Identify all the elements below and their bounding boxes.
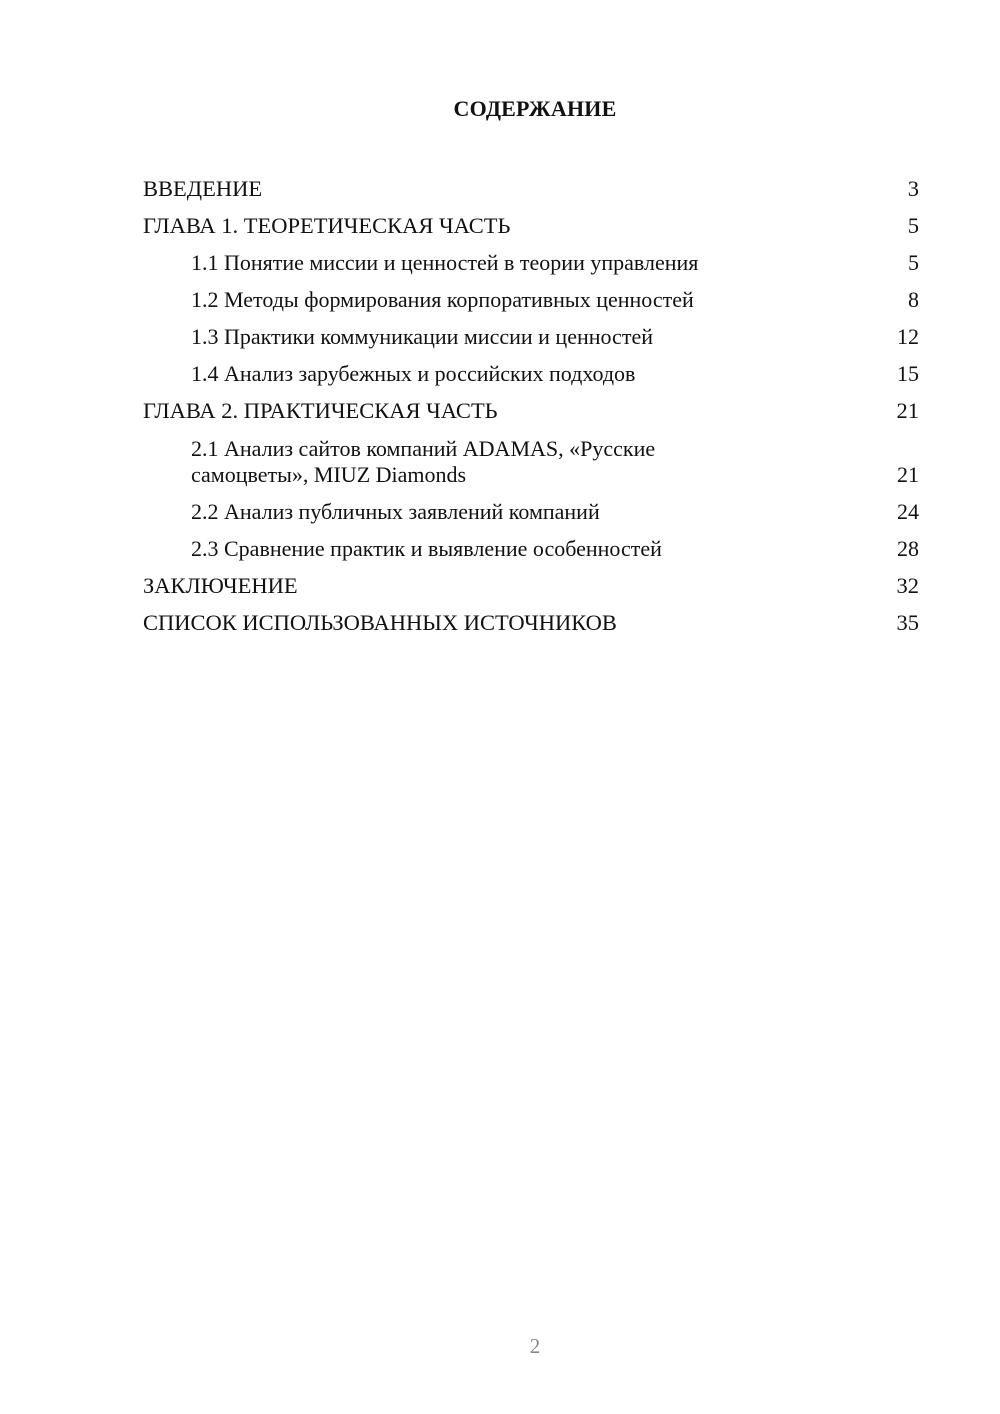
toc-entry-chapter-1[interactable] [143,207,919,244]
toc-entry-label: ВВЕДЕНИЕ [143,175,263,201]
toc-entry-section-1-4[interactable] [143,355,919,392]
toc-entry-label: ЗАКЛЮЧЕНИЕ [143,572,298,598]
document-title: СОДЕРЖАНИЕ [453,96,617,121]
toc-entry-page: 5 [908,249,919,275]
toc-entry-section-2-3[interactable] [143,530,919,567]
toc-entry-page: 28 [897,535,919,561]
page-number: 2 [529,1334,541,1358]
toc-entry-section-2-2[interactable] [143,493,919,530]
table-of-contents [143,170,919,641]
toc-entry-page: 5 [907,212,919,238]
toc-entry-label: ГЛАВА 1. ТЕОРЕТИЧЕСКАЯ ЧАСТЬ [143,212,511,238]
toc-entry-section-2-1[interactable] [143,429,919,493]
toc-entry-label: СПИСОК ИСПОЛЬЗОВАННЫХ ИСТОЧНИКОВ [143,609,617,635]
toc-entry-introduction[interactable] [143,170,919,207]
toc-entry-page: 8 [908,286,919,312]
toc-entry-label: 2.1 Анализ сайтов компаний ADAMAS, «Русские самоцветы», MIUZ Diamonds [191,436,656,487]
toc-entry-label: 1.1 Понятие миссии и ценностей в теории управления [191,249,699,275]
toc-entry-chapter-2[interactable] [143,392,919,429]
toc-entry-label: 2.2 Анализ публичных заявлений компаний [191,498,600,524]
toc-entry-page: 3 [907,175,919,201]
toc-entry-section-1-3[interactable] [143,318,919,355]
toc-entry-page: 32 [896,572,919,598]
toc-entry-label: ГЛАВА 2. ПРАКТИЧЕСКАЯ ЧАСТЬ [143,397,498,423]
toc-entry-conclusion[interactable] [143,567,919,604]
toc-entry-section-1-2[interactable] [143,281,919,318]
toc-entry-references[interactable] [143,604,919,641]
toc-entry-label: 1.2 Методы формирования корпоративных ценностей [191,286,694,312]
toc-entry-page: 35 [896,609,919,635]
toc-entry-page: 12 [897,323,919,349]
toc-entry-label: 1.4 Анализ зарубежных и российских подходов [191,360,636,386]
toc-entry-page: 21 [897,462,919,487]
toc-entry-label: 1.3 Практики коммуникации миссии и ценностей [191,323,653,349]
toc-entry-page: 24 [897,498,919,524]
toc-entry-section-1-1[interactable] [143,244,919,281]
toc-entry-label: 2.3 Сравнение практик и выявление особенностей [191,535,662,561]
toc-entry-page: 21 [896,397,919,423]
toc-entry-page: 15 [897,360,919,386]
